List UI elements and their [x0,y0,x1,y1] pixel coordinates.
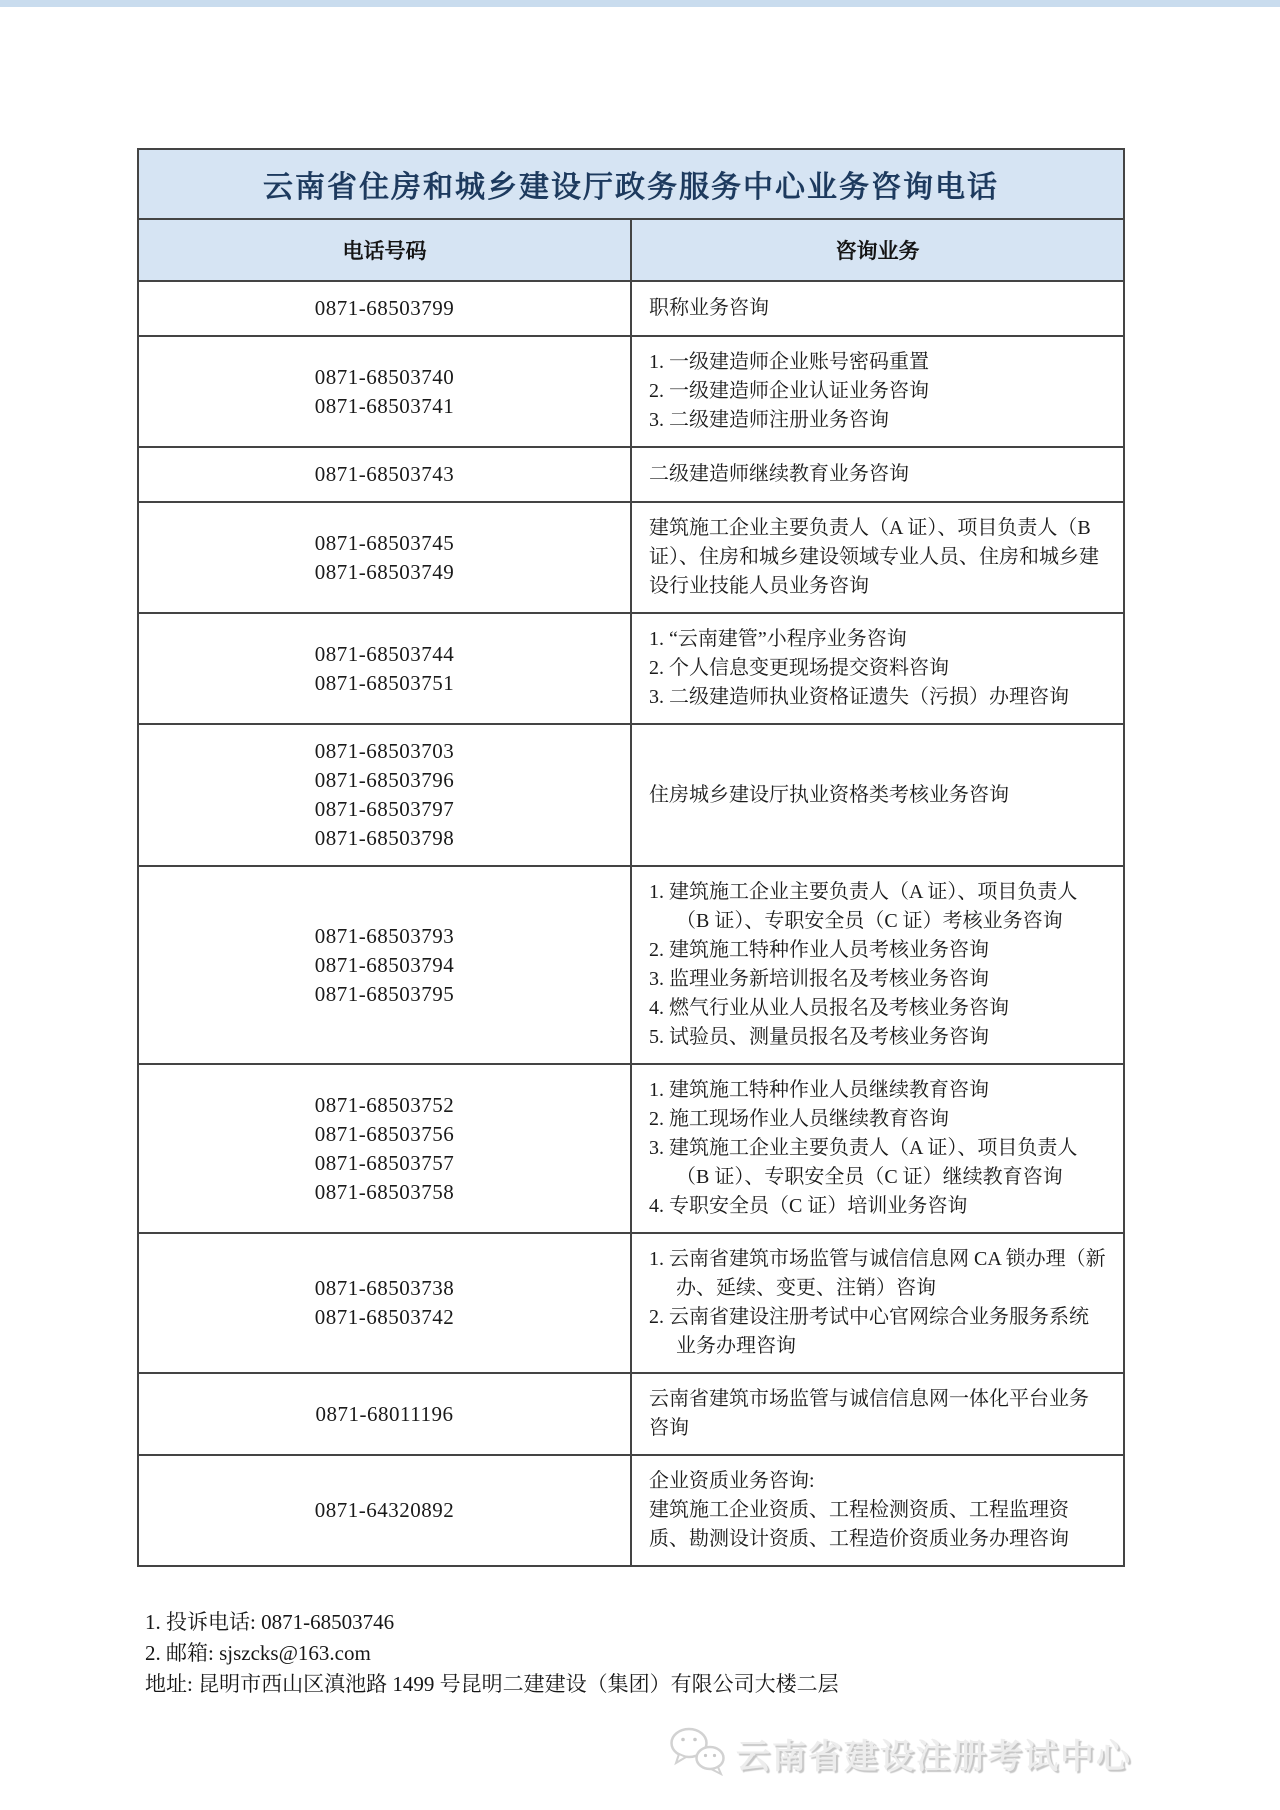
phone-number: 0871-68503793 [314,923,455,948]
complaint-phone-note: 1. 投诉电话: 0871-68503746 [145,1610,395,1634]
phone-number: 0871-68503703 [314,739,455,763]
phone-cell [138,1455,631,1566]
address-note: 地址: 昆明市西山区滇池路 1499 号昆明二建建设（集团）有限公司大楼二层 [145,1672,839,1696]
table-row [138,281,1124,336]
phone-number: 0871-68503796 [314,768,455,792]
phone-number: 0871-68503741 [314,393,455,418]
phone-cell [138,613,631,724]
table-row [138,1233,1124,1373]
business-line: 企业资质业务咨询: [649,1470,815,1492]
phone-cell [138,1373,631,1455]
phone-number: 0871-68503797 [314,797,455,821]
table-row [138,1373,1124,1455]
phone-number: 0871-68503756 [314,1121,455,1146]
business-line: 1. 一级建造师企业账号密码重置 [649,351,929,373]
business-line: 2. 建筑施工特种作业人员考核业务咨询 [649,939,989,961]
phone-number: 0871-68503743 [314,462,455,486]
phone-number: 0871-68503752 [314,1092,455,1117]
phone-number: 0871-68011196 [315,1401,454,1426]
watermark-label: 云南省建设注册考试中心 [736,1738,1132,1776]
footer-notes [145,1607,1125,1700]
phone-number: 0871-68503745 [314,530,455,555]
business-cell [631,613,1124,724]
business-cell [631,724,1124,866]
business-line: 2. 个人信息变更现场提交资料咨询 [649,657,949,679]
business-line: 4. 燃气行业从业人员报名及考核业务咨询 [649,997,1009,1019]
phone-directory-table [137,148,1125,1567]
business-line: 二级建造师继续教育业务咨询 [649,463,909,485]
phone-number: 0871-64320892 [314,1498,455,1522]
business-line: 住房城乡建设厅执业资格类考核业务咨询 [649,783,1009,806]
business-cell [631,447,1124,502]
business-cell [631,1064,1124,1233]
page-title: 云南省住房和城乡建设厅政务服务中心业务咨询电话 [138,149,1124,219]
phone-cell [138,447,631,502]
table-row [138,336,1124,447]
phone-number: 0871-68503744 [314,641,455,666]
phone-number: 0871-68503740 [314,364,455,389]
business-line: 职称业务咨询 [649,297,769,319]
business-line: 2. 一级建造师企业认证业务咨询 [649,380,929,402]
phone-cell [138,336,631,447]
phone-cell [138,1064,631,1233]
table-row [138,866,1124,1064]
phone-number: 0871-68503757 [314,1150,455,1175]
business-line: 3. 二级建造师执业资格证遗失（污损）办理咨询 [649,686,1069,708]
watermark [668,1726,1132,1781]
business-cell [631,1233,1124,1373]
business-line: 2. 云南省建设注册考试中心官网综合业务服务系统业务办理咨询 [649,1306,1089,1357]
phone-number: 0871-68503749 [314,559,455,584]
phone-number: 0871-68503758 [314,1179,455,1204]
business-line: 建筑施工企业主要负责人（A 证）、项目负责人（B 证）、住房和城乡建设领域专业人员、住房和城乡建设行业技能人员业务咨询 [649,517,1099,597]
table-row [138,1455,1124,1566]
document [137,148,1125,1700]
phone-number: 0871-68503751 [314,670,455,695]
top-accent-strip [0,0,1280,7]
phone-number: 0871-68503795 [314,981,455,1006]
title-row [138,149,1124,219]
column-header-phone: 电话号码 [138,219,631,281]
business-line: 3. 建筑施工企业主要负责人（A 证）、项目负责人（B 证）、专职安全员（C 证）继续教育咨询 [649,1137,1078,1188]
business-cell [631,336,1124,447]
table-row [138,724,1124,866]
business-cell [631,866,1124,1064]
business-line: 3. 监理业务新培训报名及考核业务咨询 [649,968,989,990]
wechat-icon [668,1726,726,1781]
business-line: 1. 建筑施工企业主要负责人（A 证）、项目负责人（B 证）、专职安全员（C 证）考核业务咨询 [649,881,1078,932]
business-line: 4. 专职安全员（C 证）培训业务咨询 [649,1195,968,1217]
phone-number: 0871-68503798 [314,826,455,850]
phone-cell [138,724,631,866]
business-line: 2. 施工现场作业人员继续教育咨询 [649,1108,949,1130]
phone-number: 0871-68503799 [314,296,455,320]
business-cell [631,1373,1124,1455]
table-row [138,447,1124,502]
business-line: 1. 建筑施工特种作业人员继续教育咨询 [649,1079,989,1101]
business-cell [631,1455,1124,1566]
phone-cell [138,1233,631,1373]
business-cell [631,502,1124,613]
business-line: 1. 云南省建筑市场监管与诚信信息网 CA 锁办理（新办、延续、变更、注销）咨询 [649,1248,1106,1299]
business-line: 建筑施工企业资质、工程检测资质、工程监理资质、勘测设计资质、工程造价资质业务办理咨询 [649,1499,1069,1550]
phone-cell [138,866,631,1064]
phone-cell [138,502,631,613]
table-row [138,613,1124,724]
column-header-row [138,219,1124,281]
business-line: 5. 试验员、测量员报名及考核业务咨询 [649,1026,989,1048]
business-line: 1. “云南建管”小程序业务咨询 [649,628,907,650]
business-cell [631,281,1124,336]
table-row [138,1064,1124,1233]
email-note: 2. 邮箱: sjszcks@163.com [145,1641,371,1665]
business-line: 云南省建筑市场监管与诚信信息网一体化平台业务咨询 [649,1388,1089,1439]
phone-number: 0871-68503794 [314,952,455,977]
phone-cell [138,281,631,336]
phone-number: 0871-68503742 [314,1305,455,1329]
phone-number: 0871-68503738 [314,1276,455,1300]
business-line: 3. 二级建造师注册业务咨询 [649,409,889,431]
table-row [138,502,1124,613]
column-header-business: 咨询业务 [631,219,1124,281]
